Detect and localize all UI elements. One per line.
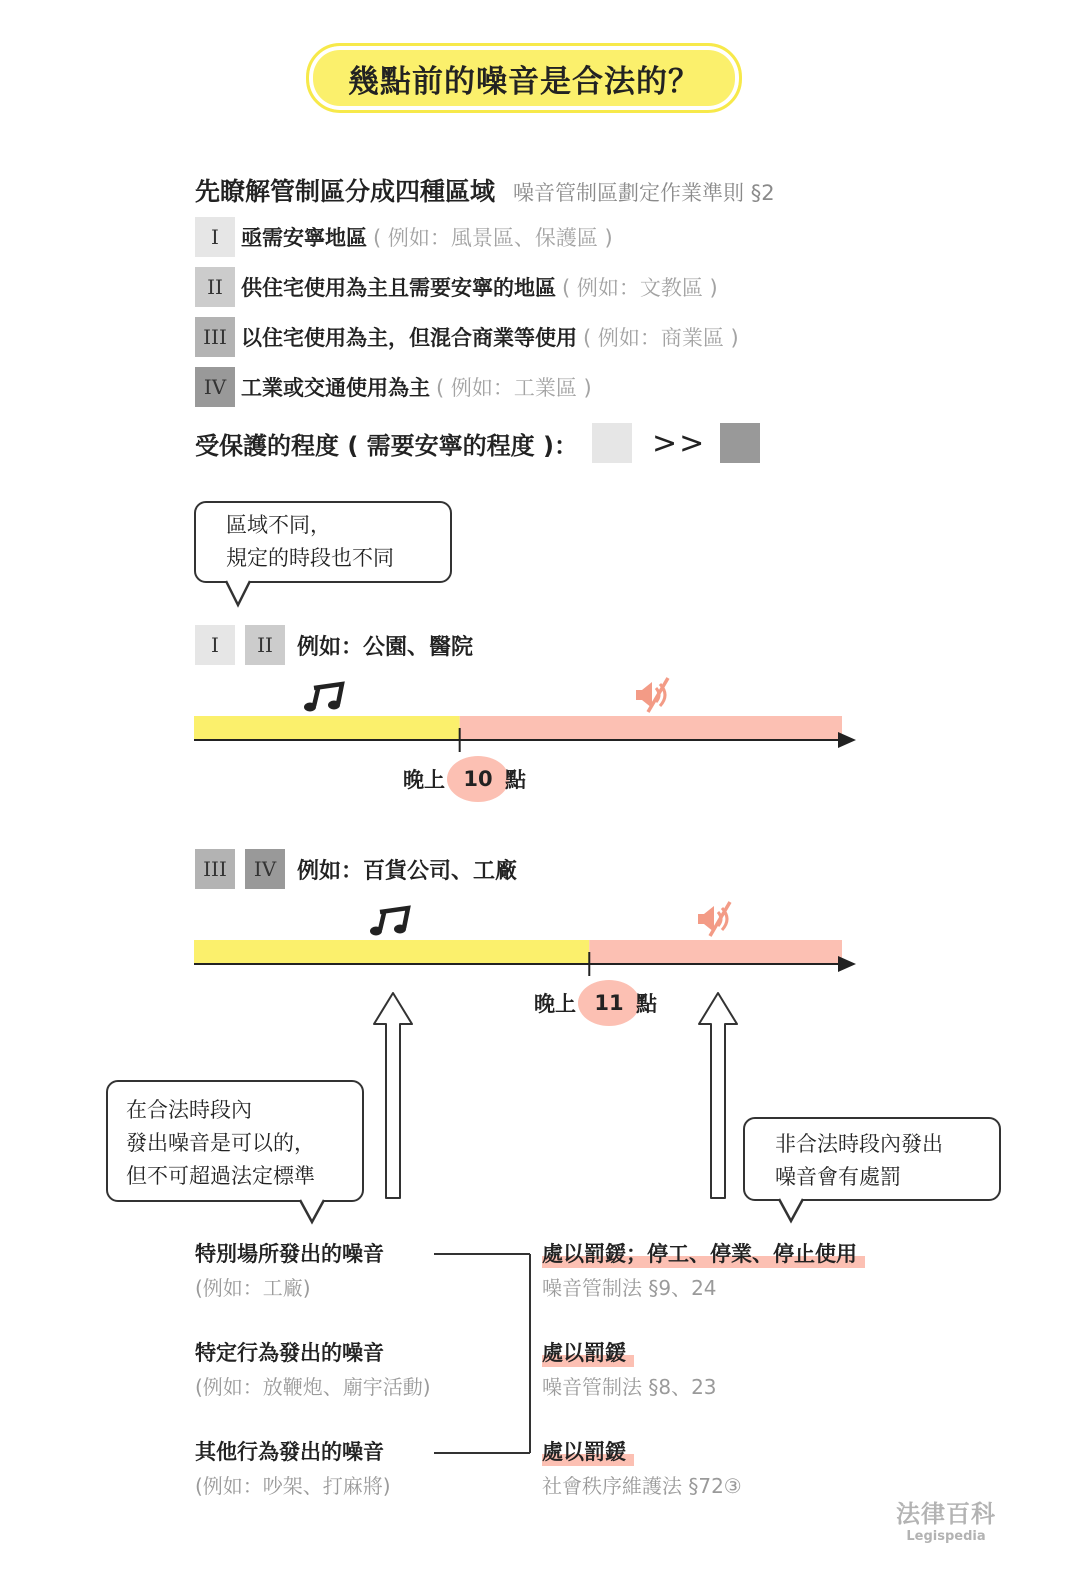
timeline2-header [195,849,517,889]
timeline1-time-suffix: 點 [505,768,526,792]
timeline2-time-label [534,980,657,1026]
timeline2-legal-bar [194,940,589,964]
zone-row-ii [195,266,739,308]
zone-badge-iv: IV [195,367,235,407]
logo [896,1494,996,1544]
bubble-illegal-line1: 非合法時段內發出 [775,1132,943,1156]
bubble-legal-line1: 在合法時段內 [126,1098,252,1122]
timeline2-badge-iii: III [195,849,235,889]
zone-row-iv [195,366,739,408]
music-note-icon [370,908,408,936]
zone-badge-i: I [195,217,235,257]
noise-type-2-example: (例如：放鞭炮、廟宇活動) [195,1375,431,1399]
penalty-2-law: 噪音管制法 §8、23 [542,1375,717,1399]
timeline1-legal-bar [194,716,460,740]
zone-name-i: 亟需安寧地區 [241,226,367,250]
noise-type-3-title: 其他行為發出的噪音 [195,1440,384,1464]
penalty-2-title [542,1337,626,1367]
zone-example-ii: ( 例如：文教區 ) [562,276,718,300]
noise-type-3 [195,1436,391,1499]
timeline2-chart [190,894,870,984]
timeline1-illegal-bar [460,716,842,740]
timeline1-time-label [403,756,526,802]
bubble-illegal-line2: 噪音會有處罰 [775,1165,901,1189]
timeline1-badge-i: I [195,625,235,665]
penalty-1-law: 噪音管制法 §9、24 [542,1276,717,1300]
bubble-legal-line2: 發出噪音是可以的， [126,1131,315,1155]
timeline2-label: 例如：百貨公司、工廠 [297,858,518,884]
penalty-1 [542,1238,857,1301]
zone-name-iv: 工業或交通使用為主 [241,376,430,400]
protection-label: 受保護的程度 ( 需要安寧的程度 )： [195,431,579,460]
timeline2-time-suffix: 點 [636,992,657,1016]
timeline1-time-value: 10 [447,756,509,802]
logo-sub: Legispedia [906,1529,986,1544]
timeline1-badge-ii: II [245,625,285,665]
timeline2-arrowhead [838,956,856,972]
penalty-1-title [542,1238,857,1268]
timeline1-label: 例如：公園、醫院 [297,634,474,660]
timeline2-badge-iv: IV [245,849,285,889]
zone-badge-iii: III [195,317,235,357]
zone-row-i [195,216,739,258]
speech-bubble-legal-tail [298,1199,328,1225]
muted-speaker-icon [636,678,668,712]
bubble-legal-line3: 但不可超過法定標準 [126,1164,315,1188]
legal-up-arrow [370,990,416,1202]
page-title: 幾點前的噪音是合法的？ [306,43,742,113]
zone-row-iii [195,316,739,358]
zone-example-iii: ( 例如：商業區 ) [583,326,739,350]
speech-bubble-legal [106,1080,364,1202]
penalty-3-law: 社會秩序維護法 §72③ [542,1474,742,1498]
timeline1-header [195,625,473,665]
timeline1-arrowhead [838,732,856,748]
zones-heading-row [195,172,775,208]
protection-low-swatch [720,423,760,463]
zone-badge-ii: II [195,267,235,307]
zone-list [195,216,739,408]
bubble-zones-line2: 規定的時段也不同 [226,546,394,570]
zone-name-iii: 以住宅使用為主，但混合商業等使用 [241,326,577,350]
zones-heading: 先瞭解管制區分成四種區域 [195,177,496,206]
penalty-3-title [542,1436,626,1466]
protection-scale [195,422,760,464]
noise-type-1 [195,1238,384,1301]
speech-bubble-illegal-tail [777,1198,807,1224]
timeline2-time-value: 11 [578,980,640,1026]
penalty-1-title-text: 處以罰鍰；停工、停業、停止使用 [542,1242,857,1266]
zone-name-ii: 供住宅使用為主且需要安寧的地區 [241,276,556,300]
timeline1-chart [190,670,870,760]
muted-speaker-icon [698,902,730,936]
noise-type-1-example: (例如：工廠) [195,1276,311,1300]
speech-bubble-zones [194,501,452,583]
protection-high-swatch [592,423,632,463]
speech-bubble-illegal [743,1117,1001,1201]
noise-type-2 [195,1337,431,1400]
bubble-zones-line1: 區域不同， [226,513,331,537]
music-note-icon [304,684,342,712]
penalty-2-title-text: 處以罰鍰 [542,1341,626,1365]
penalty-3 [542,1436,742,1499]
logo-name: 法律百科 [896,1500,996,1528]
illegal-up-arrow [695,990,741,1202]
timeline1-time-prefix: 晚上 [403,768,445,792]
zones-source: 噪音管制區劃定作業準則 §2 [513,181,775,205]
noise-type-1-title: 特別場所發出的噪音 [195,1242,384,1266]
penalty-3-title-text: 處以罰鍰 [542,1440,626,1464]
connector-lines [430,1240,540,1470]
zone-example-i: ( 例如：風景區、保護區 ) [373,226,613,250]
protection-arrow: >> [652,425,707,461]
timeline2-illegal-bar [589,940,842,964]
noise-type-3-example: (例如：吵架、打麻將) [195,1474,391,1498]
penalty-2 [542,1337,717,1400]
zone-example-iv: ( 例如：工業區 ) [436,376,592,400]
speech-bubble-zones-tail [224,580,254,608]
noise-type-2-title: 特定行為發出的噪音 [195,1341,384,1365]
timeline2-time-prefix: 晚上 [534,992,576,1016]
